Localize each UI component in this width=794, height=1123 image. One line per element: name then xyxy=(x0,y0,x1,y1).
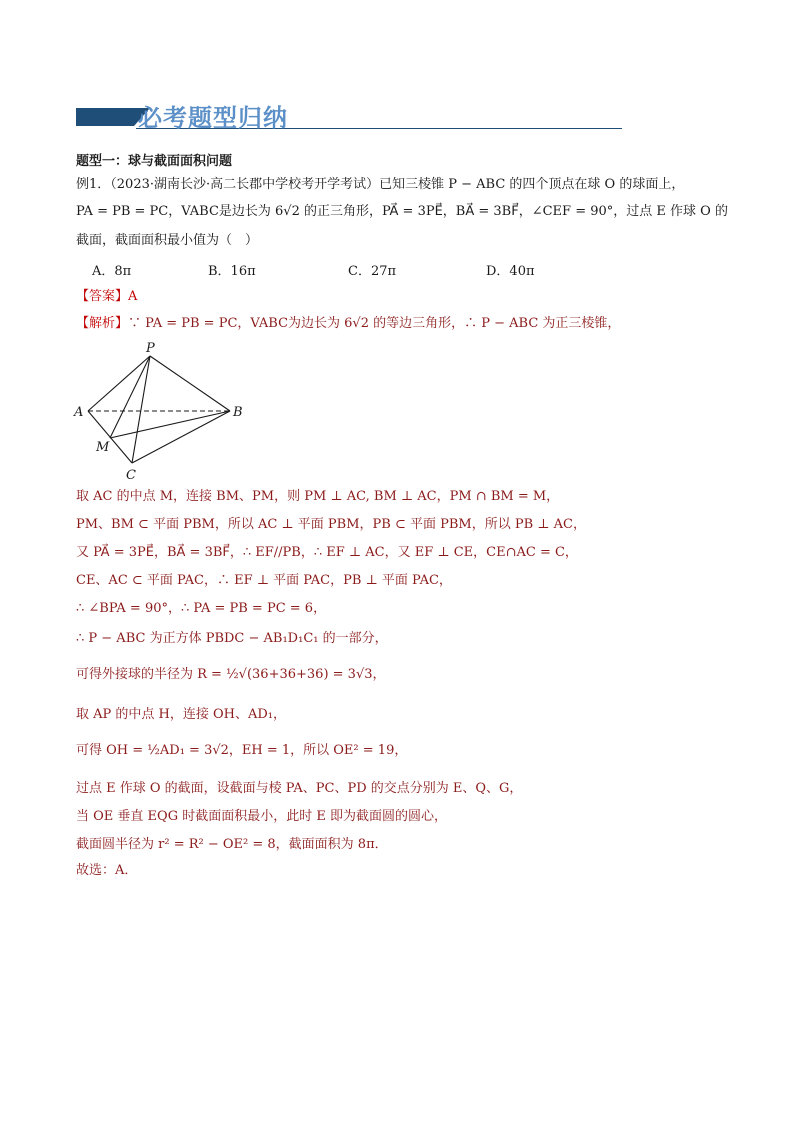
tetrahedron-diagram xyxy=(70,338,260,488)
solution-step: CE、AC ⊂ 平面 PAC，∴ EF ⊥ 平面 PAC，PB ⊥ 平面 PAC， xyxy=(76,573,452,588)
choices xyxy=(92,260,592,278)
solution-step: PM、BM ⊂ 平面 PBM，所以 AC ⊥ 平面 PBM，PB ⊂ 平面 PBM，所以 PB ⊥ AC， xyxy=(76,517,586,532)
edge-ac xyxy=(88,411,132,463)
label-m: M xyxy=(96,440,110,455)
answer-value: A xyxy=(128,289,138,304)
example-line-2: PA = PB = PC，VABC是边长为 6√2 的正三角形，PA⃗ = 3PE⃗，BA⃗ = 3BF⃗，∠CEF = 90°，过点 E 作球 O 的 xyxy=(76,204,728,219)
solution-step: 过点 E 作球 O 的截面，设截面与棱 PA、PC、PD 的交点分别为 E、Q、G， xyxy=(76,781,523,796)
label-p: P xyxy=(146,341,155,356)
edge-pm xyxy=(110,356,150,438)
solution-step: 可得外接球的半径为 R = ½√(36+36+36) = 3√3， xyxy=(76,667,386,682)
solution-step: 故选：A． xyxy=(76,863,138,878)
edge-pc xyxy=(132,356,150,463)
answer-label: 【答案】 xyxy=(76,289,129,304)
solution-step: ∴ ∠BPA = 90°，∴ PA = PB = PC = 6， xyxy=(76,601,327,616)
section-title: 题型一：球与截面面积问题 xyxy=(76,154,233,169)
solution-step: 又 PA⃗ = 3PE⃗，BA⃗ = 3BF⃗，∴ EF//PB，∴ EF ⊥ AC，又 EF ⊥ CE，CE∩AC = C， xyxy=(76,545,578,560)
label-a: A xyxy=(74,405,84,420)
solution-intro-line xyxy=(76,315,620,333)
banner-title: 必考题型归纳 xyxy=(138,104,288,132)
tetrahedron-figure xyxy=(70,338,260,488)
edge-bc xyxy=(132,411,230,463)
label-b: B xyxy=(233,405,243,420)
banner-bar xyxy=(76,108,134,126)
example-line-3: 截面，截面面积最小值为（ ） xyxy=(76,233,259,248)
solution-step: 当 OE 垂直 EQG 时截面面积最小，此时 E 即为截面圆的圆心， xyxy=(76,809,447,824)
solution-step: 截面圆半径为 r² = R² − OE² = 8，截面面积为 8π． xyxy=(76,837,388,852)
solution-step: ∴ P − ABC 为正方体 PBDC − AB₁D₁C₁ 的一部分， xyxy=(76,631,388,646)
solution-step: 取 AC 的中点 M，连接 BM、PM，则 PM ⊥ AC, BM ⊥ AC，PM ∩ BM = M， xyxy=(76,489,560,504)
edge-pa xyxy=(88,356,150,411)
section-banner xyxy=(76,96,622,132)
solution-intro: ∵ PA = PB = PC，VABC为边长为 6√2 的等边三角形，∴ P − ABC 为正三棱锥， xyxy=(128,316,621,331)
example-line-1: 例1．（2023·湖南长沙·高二长郡中学校考开学考试）已知三棱锥 P − ABC 的四个顶点在球 O 的球面上， xyxy=(76,177,685,192)
label-c: C xyxy=(126,468,136,483)
choice-b[interactable]: B．16π xyxy=(208,264,256,279)
edge-pb xyxy=(150,356,230,411)
solution-step: 可得 OH = ½AD₁ = 3√2，EH = 1，所以 OE² = 19， xyxy=(76,743,408,758)
solution-label: 【解析】 xyxy=(76,316,129,331)
answer-line xyxy=(76,288,137,306)
choice-c[interactable]: C．27π xyxy=(348,264,397,279)
solution-step: 取 AP 的中点 H，连接 OH、AD₁， xyxy=(76,707,287,722)
choice-a[interactable]: A．8π xyxy=(92,264,132,279)
choice-d[interactable]: D．40π xyxy=(486,264,535,279)
segment-bm xyxy=(110,411,230,438)
